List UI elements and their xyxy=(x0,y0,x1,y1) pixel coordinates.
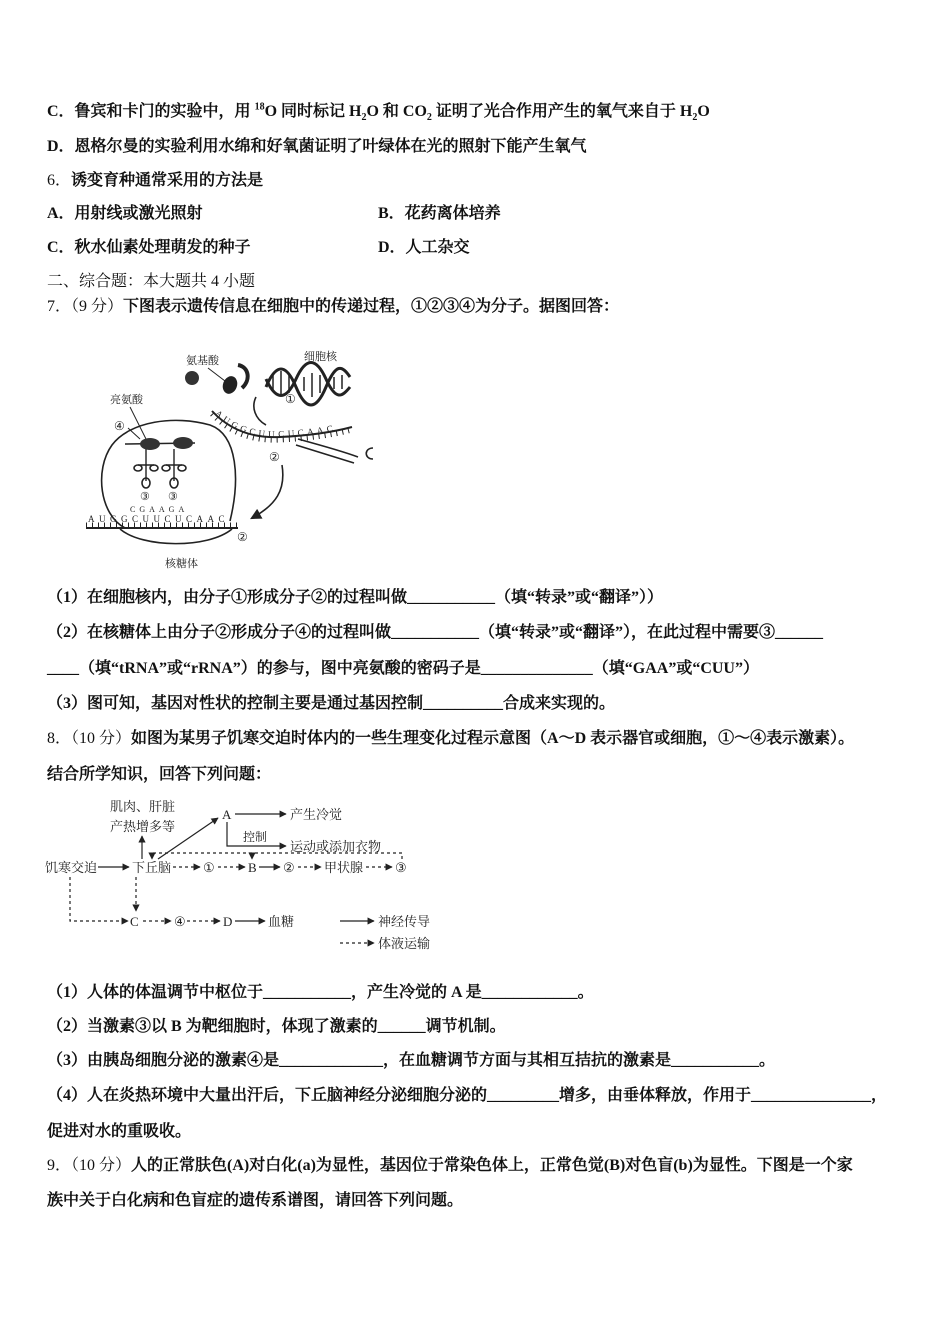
molecule-3-right-label: ③ xyxy=(168,491,178,503)
legend-humoral-label: 体液运输 xyxy=(378,936,431,951)
q7-sub2-line1: （2）在核糖体上由分子②形成分子④的过程叫做___________（填“转录”或“翻译”），在此过程中需要③______ xyxy=(47,624,824,641)
q5-option-d: D．恩格尔曼的实验利用水绵和好氧菌证明了叶绿体在光的照射下能产生氧气 xyxy=(47,138,587,155)
hormone-4-label: ④ xyxy=(174,914,186,929)
mrna-top-sequence: AUGGCUUCUCAAC xyxy=(213,408,337,440)
amino-acid-pointer xyxy=(208,368,225,381)
amino-acid-dark-oval xyxy=(220,374,239,396)
q6-option-d: D．人工杂交 xyxy=(378,239,470,256)
translation-figure xyxy=(80,335,390,580)
muscle-liver-label: 肌肉、肝脏 xyxy=(110,799,176,814)
q6-option-a: A．用射线或激光照射 xyxy=(47,205,203,222)
hormone-1-label: ① xyxy=(203,860,215,875)
q9-stem-line2: 族中关于白化病和色盲症的遗传系谱图，请回答下列问题。 xyxy=(47,1192,464,1209)
q5-option-c-text-2: O 同时标记 H xyxy=(264,103,362,120)
hormone-3-label: ③ xyxy=(395,860,407,875)
section-heading: 二、综合题：本大题共 4 小题 xyxy=(47,273,256,290)
node-c-label: C xyxy=(130,914,139,929)
hypothalamus-label: 下丘脑 xyxy=(132,860,172,875)
dna-strand-1 xyxy=(266,368,350,405)
subscript-2: 2 xyxy=(692,112,698,124)
trna-left-arm-l xyxy=(134,465,142,471)
isotope-superscript: 18 xyxy=(254,101,265,113)
nucleus-label: 细胞核 xyxy=(304,351,337,363)
q8-stem-line xyxy=(47,729,854,749)
node-a-label: A xyxy=(222,807,232,822)
legend-neural-label: 神经传导 xyxy=(378,914,431,929)
hungry-cold-label: 饥寒交迫 xyxy=(45,860,98,875)
q6-option-c: C．秋水仙素处理萌发的种子 xyxy=(47,239,251,256)
ribosome-label: 核糖体 xyxy=(165,558,198,570)
q6-number: 6． xyxy=(47,172,72,189)
subscript-2: 2 xyxy=(426,112,432,124)
peptide-residue-2 xyxy=(173,437,193,449)
peptide-residue-1 xyxy=(140,438,160,450)
q7-sub1: （1）在细胞核内，由分子①形成分子②的过程叫做___________（填“转录”或“翻译”）） xyxy=(47,589,664,606)
q5-option-c xyxy=(47,102,710,122)
thermoregulation-figure xyxy=(40,795,450,955)
molecule-4-label: ④ xyxy=(114,419,125,433)
q7-stem-line xyxy=(47,297,619,317)
q8-score: （10 分） xyxy=(71,730,132,747)
q6-stem: 诱变育种通常采用的方法是 xyxy=(71,172,264,189)
mrna-top-sequence-text xyxy=(213,408,336,439)
q8-stem: 如图为某男子饥寒交迫时体内的一些生理变化过程示意图（A～D 表示器官或细胞，①～④表示激素）。 xyxy=(131,730,855,747)
q5-option-c-text-3: O 和 CO xyxy=(366,103,427,120)
molecule-1-label: ① xyxy=(285,392,296,406)
nucleus-membrane-curve xyxy=(254,397,266,425)
q9-stem-line1 xyxy=(47,1156,853,1176)
molecule-3-left-label: ③ xyxy=(140,491,150,503)
q8-sub1: （1）人体的体温调节中枢位于___________，产生冷觉的 A 是____________。 xyxy=(47,984,594,1001)
q9-number: 9． xyxy=(47,1157,72,1174)
leucine-label: 亮氨酸 xyxy=(110,394,143,406)
dashed-stimulus-to-c xyxy=(70,877,128,921)
q5-option-c-text-4: 证明了光合作用产生的氧气来自于 H xyxy=(431,103,693,120)
molecule-2-top-label: ② xyxy=(269,450,280,464)
control-label: 控制 xyxy=(243,830,268,844)
q8-number: 8． xyxy=(47,730,72,747)
heat-production-label: 产热增多等 xyxy=(110,819,176,834)
thyroid-label: 甲状腺 xyxy=(324,860,364,875)
q7-sub3: （3）图可知，基因对性状的控制主要是通过基因控制__________合成来实现的。 xyxy=(47,695,616,712)
q8-sub2: （2）当激素③以 B 为靶细胞时，体现了激素的______调节机制。 xyxy=(47,1018,506,1035)
q7-number: 7． xyxy=(47,298,72,315)
q5-option-c-text-5: O xyxy=(697,103,710,120)
node-d-label: D xyxy=(223,914,233,929)
trna-right-arm-l xyxy=(162,465,170,471)
subscript-2: 2 xyxy=(361,112,367,124)
blood-sugar-label: 血糖 xyxy=(268,914,295,929)
leucine-pointer xyxy=(130,407,146,439)
node-b-label: B xyxy=(248,860,257,875)
mrna-transport-arrow xyxy=(252,465,283,518)
q9-stem-part1: 人的正常肤色(A)对白化(a)为显性，基因位于常染色体上，正常色觉(B)对色盲(b)为显性。下图是一个家 xyxy=(131,1157,853,1174)
ribosome-small-subunit xyxy=(120,529,232,544)
q9-score: （10 分） xyxy=(71,1157,132,1174)
q5-option-c-text-1: C．鲁宾和卡门的实验中，用 xyxy=(47,103,255,120)
q6-option-b: B．花药离体培养 xyxy=(378,205,501,222)
q6-stem-line xyxy=(47,171,263,191)
amino-acid-label: 氨基酸 xyxy=(186,355,219,367)
mrna-exit-tube-2 xyxy=(296,445,354,463)
nuclear-pore-curve xyxy=(366,448,373,459)
q8-sub4-line1: （4）人在炎热环境中大量出汗后，下丘脑神经分泌细胞分泌的_________增多，由垂体释放，作用于_______________， xyxy=(47,1087,888,1104)
q7-stem: 下图表示遗传信息在细胞中的传递过程，①②③④为分子。据图回答： xyxy=(123,298,620,315)
exercise-clothing-label: 运动或添加衣物 xyxy=(290,839,382,854)
q8-stem-line2: 结合所学知识，回答下列问题： xyxy=(47,766,272,783)
q8-sub4-line2: 促进对水的重吸收。 xyxy=(47,1123,192,1140)
anticodon-sequence: CGAAGA xyxy=(130,505,189,514)
hormone-2-label: ② xyxy=(283,860,295,875)
q7-score: （9 分） xyxy=(71,298,124,315)
q7-sub2-line2: ____（填“tRNA”或“rRNA”）的参与，图中亮氨酸的密码子是______________（填“GAA”或“CUU”） xyxy=(47,660,759,677)
amino-acid-dark-bean xyxy=(238,365,248,388)
q8-sub3: （3）由胰岛细胞分泌的激素④是_____________，在血糖调节方面与其相互拮抗的激素是___________。 xyxy=(47,1052,776,1069)
amino-acid-ball xyxy=(185,371,199,385)
trna-left-arm-r xyxy=(150,465,158,471)
cold-sense-label: 产生冷觉 xyxy=(290,807,343,822)
trna-right-arm-r xyxy=(178,465,186,471)
molecule-2-bottom-label: ② xyxy=(237,530,248,544)
mrna-bottom-sequence: AUGGCUUCUCAAC xyxy=(88,514,230,524)
molecule-4-pointer xyxy=(128,428,140,439)
